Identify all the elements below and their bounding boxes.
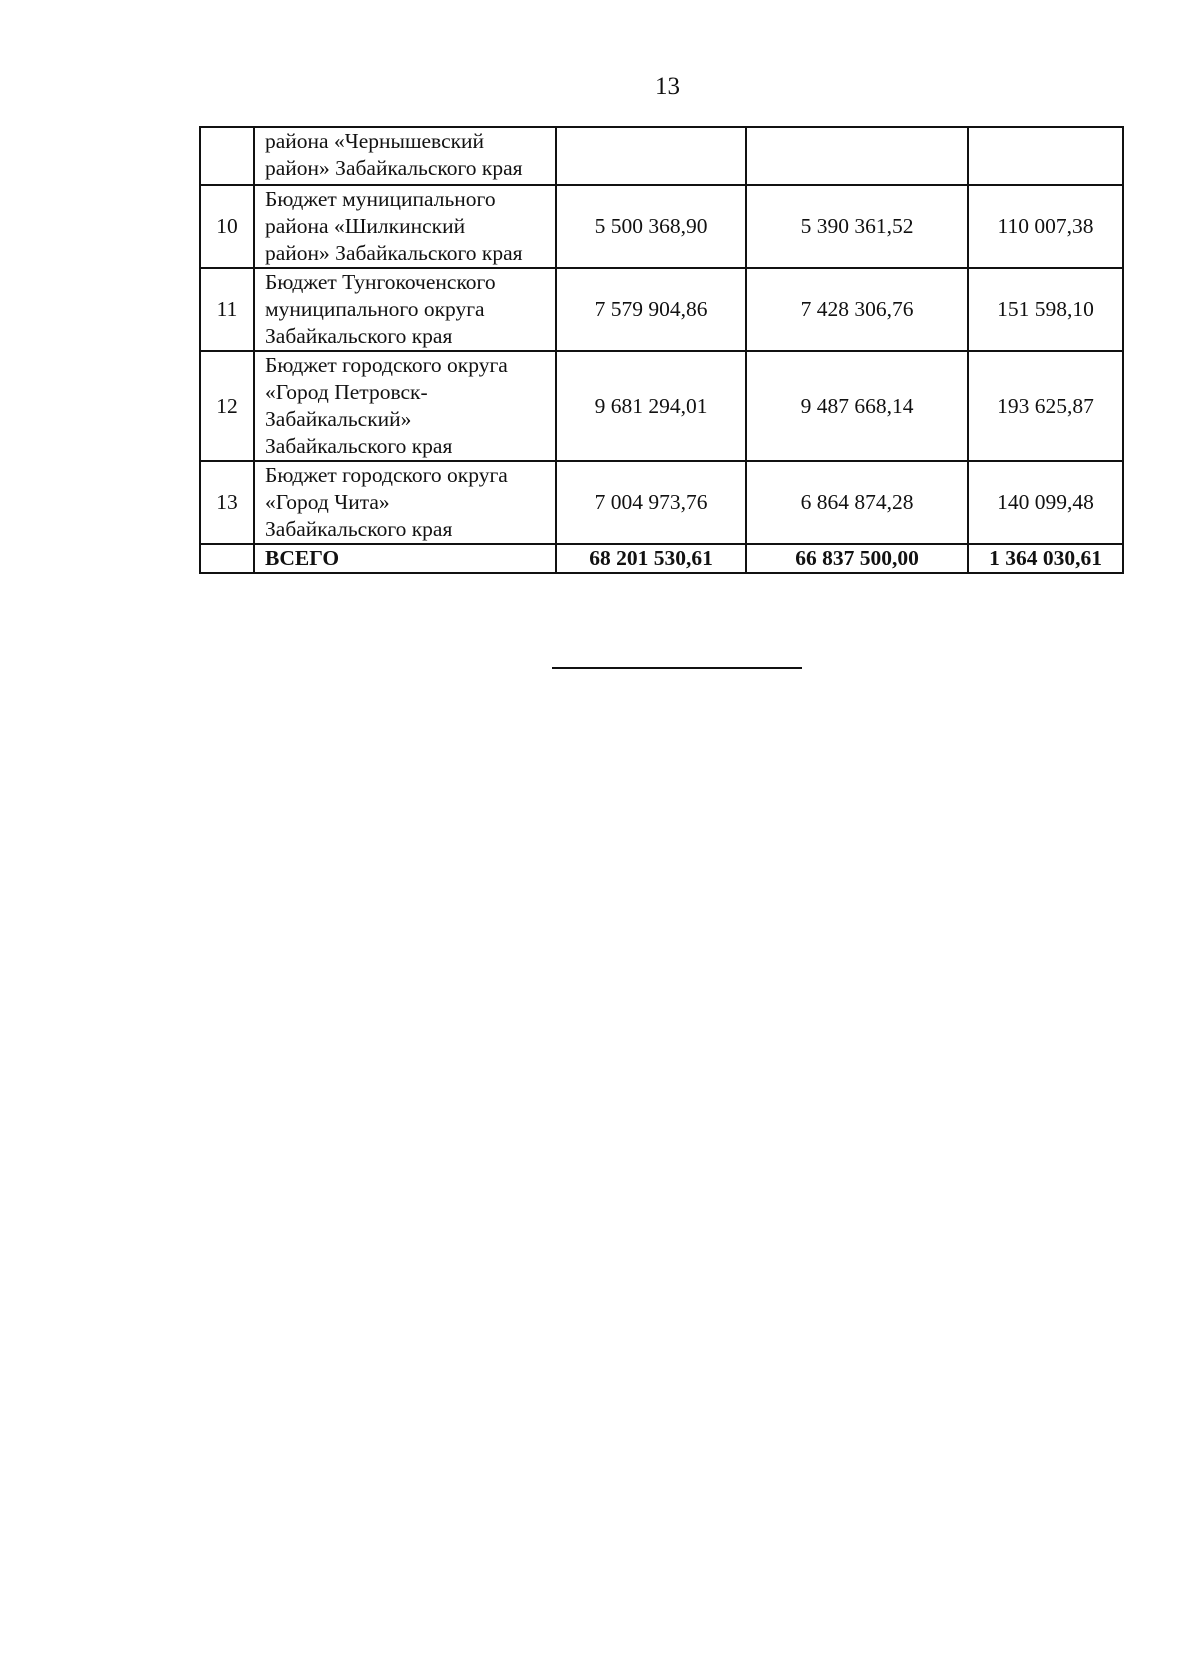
amount-federal-cell: 9 487 668,14 [746,351,968,461]
total-amount-cell: 68 201 530,61 [556,544,746,573]
amount-regional-cell: 193 625,87 [968,351,1123,461]
budget-name-cell [254,351,556,461]
budget-name-line: Забайкальского края [265,434,453,458]
amount-regional-cell: 110 007,38 [968,185,1123,268]
budget-name-line: Забайкальского края [265,517,453,541]
end-rule [552,667,802,669]
row-number-cell [200,127,254,185]
table-row [200,268,1123,351]
budget-name-line: район» Забайкальского края [265,156,523,180]
amount-federal-cell: 7 428 306,76 [746,268,968,351]
table-row [200,185,1123,268]
budget-name-line: Забайкальский» [265,407,412,431]
total-regional-cell: 1 364 030,61 [968,544,1123,573]
budget-name-cell [254,268,556,351]
row-number-cell: 13 [200,461,254,544]
budget-name-line: Забайкальского края [265,324,453,348]
budget-name-line: района «Чернышевский [265,129,485,153]
amount-regional-cell: 140 099,48 [968,461,1123,544]
row-number-cell [200,544,254,573]
budget-name-line: «Город Петровск- [265,380,428,404]
amount-total-cell: 7 004 973,76 [556,461,746,544]
table-row [200,351,1123,461]
amount-total-cell: 5 500 368,90 [556,185,746,268]
budget-name-cell [254,127,556,185]
amount-federal-cell: 5 390 361,52 [746,185,968,268]
amount-total-cell: 9 681 294,01 [556,351,746,461]
amount-regional-cell: 151 598,10 [968,268,1123,351]
row-number-cell: 12 [200,351,254,461]
amount-federal-cell [746,127,968,185]
budget-name-line: «Город Чита» [265,490,390,514]
budget-name-line: Бюджет городского округа [265,463,508,487]
budget-name-line: Бюджет Тунгокоченского [265,270,496,294]
budget-name-line: муниципального округа [265,297,485,321]
budget-table [199,126,1124,574]
budget-name-line: Бюджет городского округа [265,353,508,377]
amount-federal-cell: 6 864 874,28 [746,461,968,544]
total-label: ВСЕГО [254,544,556,573]
budget-name-cell [254,461,556,544]
total-row [200,544,1123,573]
page-number: 13 [655,73,680,100]
budget-name-line: района «Шилкинский [265,214,466,238]
amount-total-cell [556,127,746,185]
budget-name-line: район» Забайкальского края [265,241,523,265]
budget-name-line: Бюджет муниципального [265,187,496,211]
row-number-cell: 10 [200,185,254,268]
table-row [200,127,1123,185]
row-number-cell: 11 [200,268,254,351]
total-federal-cell: 66 837 500,00 [746,544,968,573]
amount-total-cell: 7 579 904,86 [556,268,746,351]
budget-name-cell [254,185,556,268]
table-row [200,461,1123,544]
amount-regional-cell [968,127,1123,185]
